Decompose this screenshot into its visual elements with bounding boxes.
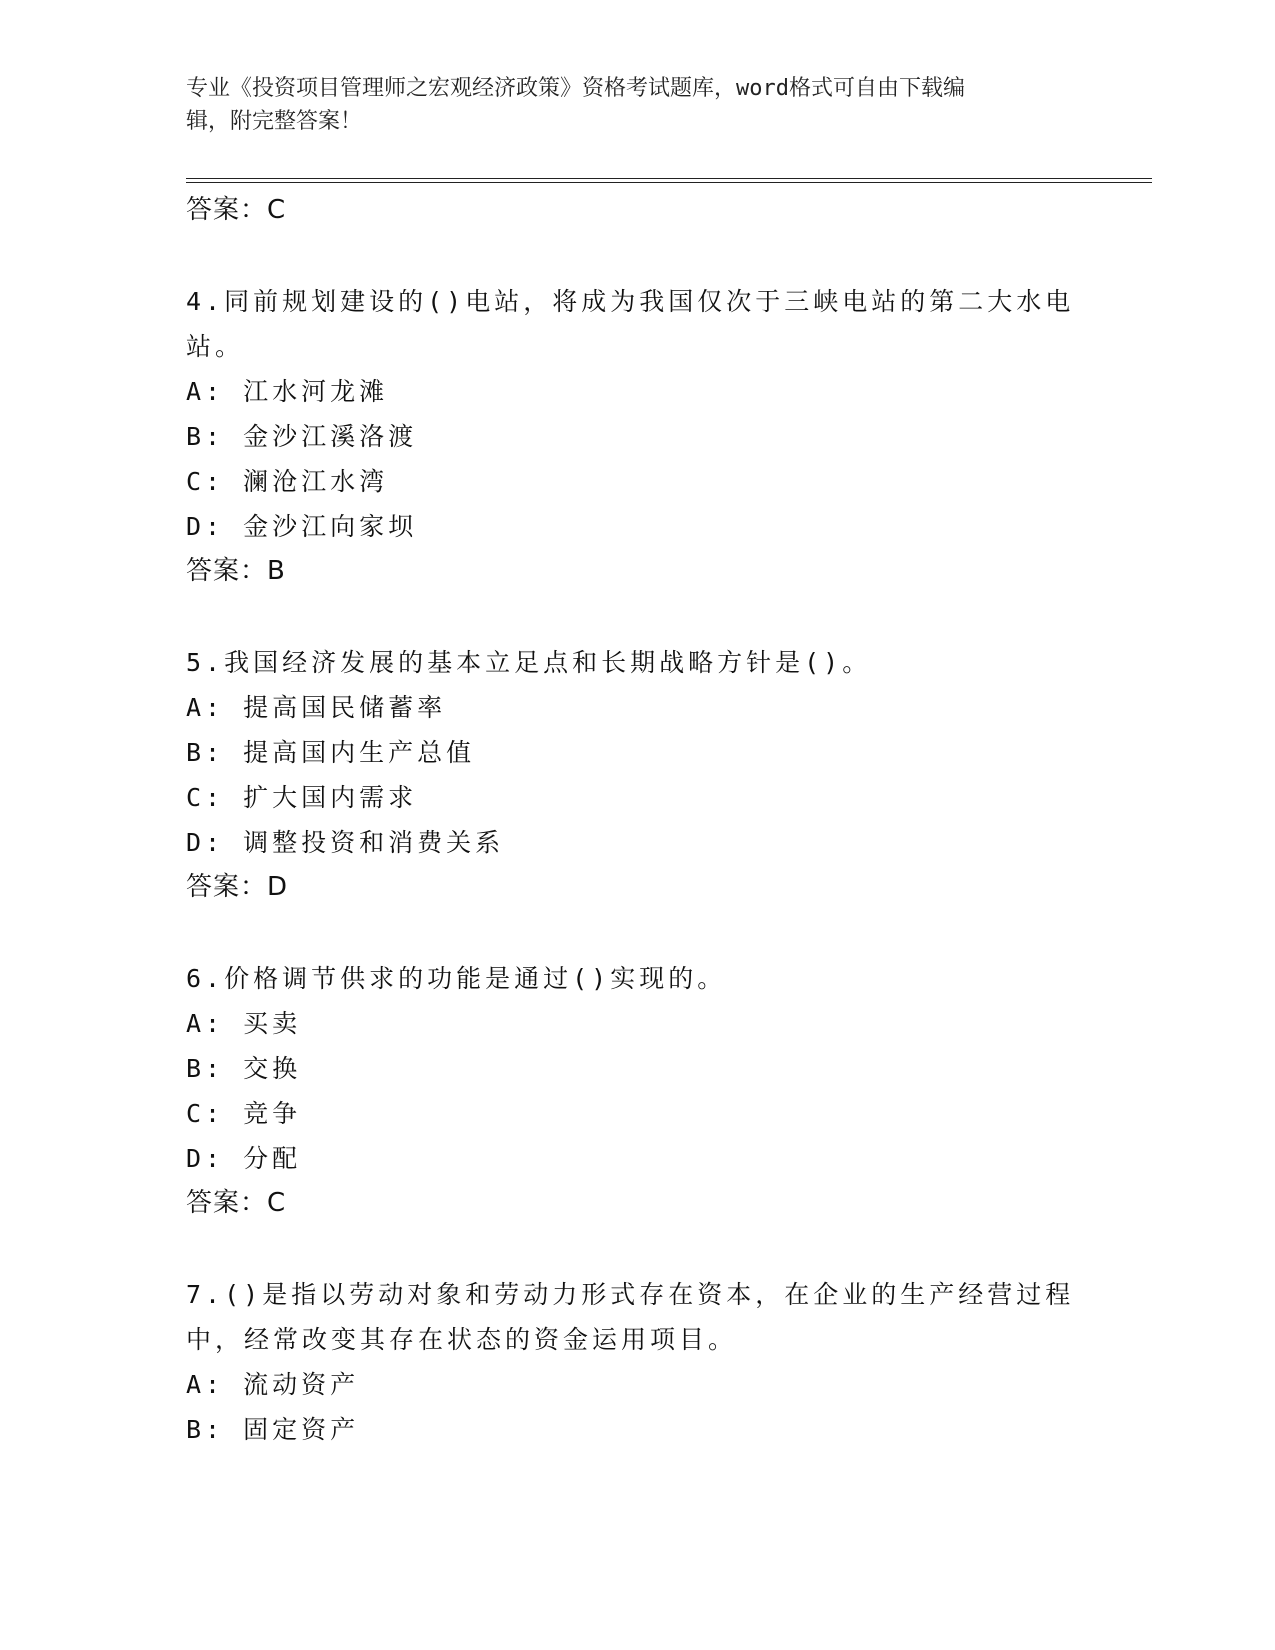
spacer <box>186 594 1086 640</box>
question-7-option-a: A: 流动资产 <box>186 1370 360 1399</box>
question-6-answer: 答案：C <box>186 1188 287 1218</box>
question-6-option-b: B: 交换 <box>186 1054 302 1083</box>
question-4-option-b: B: 金沙江溪洛渡 <box>186 422 418 451</box>
question-4-option-a: A: 江水河龙滩 <box>186 377 389 406</box>
question-4-option-c: C: 澜沧江水湾 <box>186 467 389 496</box>
question-5-answer: 答案：D <box>186 872 289 902</box>
question-6-option-a: A: 买卖 <box>186 1009 302 1038</box>
question-5-option-a: A: 提高国民储蓄率 <box>186 693 447 722</box>
question-5-option-d: D: 调整投资和消费关系 <box>186 828 505 857</box>
spacer <box>186 1226 1086 1272</box>
question-5 <box>186 640 1086 910</box>
question-4-text-line-2: 站。 <box>186 332 245 361</box>
question-7-option-b: B: 固定资产 <box>186 1415 360 1444</box>
question-4-option-d: D: 金沙江向家坝 <box>186 512 418 541</box>
question-4-text-line-1: 4.同前规划建设的()电站，将成为我国仅次于三峡电站的第二大水电 <box>186 287 1075 316</box>
header-intro-line-1: 专业《投资项目管理师之宏观经济政策》资格考试题库，word格式可自由下载编 <box>186 76 965 101</box>
question-6 <box>186 956 1086 1226</box>
previous-answer: 答案：C <box>186 195 287 225</box>
header-double-rule <box>186 178 1152 183</box>
header-intro-line-2: 辑，附完整答案！ <box>186 109 363 134</box>
question-6-text: 6.价格调节供求的功能是通过()实现的。 <box>186 964 727 993</box>
question-7-text-line-1: 7.()是指以劳动对象和劳动力形式存在资本，在企业的生产经营过程 <box>186 1280 1075 1309</box>
question-5-text: 5.我国经济发展的基本立足点和长期战略方针是()。 <box>186 648 872 677</box>
question-6-option-c: C: 竞争 <box>186 1099 302 1128</box>
question-4-answer: 答案：B <box>186 556 286 586</box>
question-5-option-c: C: 扩大国内需求 <box>186 783 418 812</box>
document-header <box>186 72 1086 138</box>
spacer <box>186 233 1086 279</box>
spacer <box>186 910 1086 956</box>
question-7-text-line-2: 中，经常改变其存在状态的资金运用项目。 <box>186 1325 738 1354</box>
question-6-option-d: D: 分配 <box>186 1144 302 1173</box>
question-list <box>186 188 1086 1452</box>
question-5-option-b: B: 提高国内生产总值 <box>186 738 476 767</box>
question-4 <box>186 279 1086 594</box>
question-7 <box>186 1272 1086 1452</box>
